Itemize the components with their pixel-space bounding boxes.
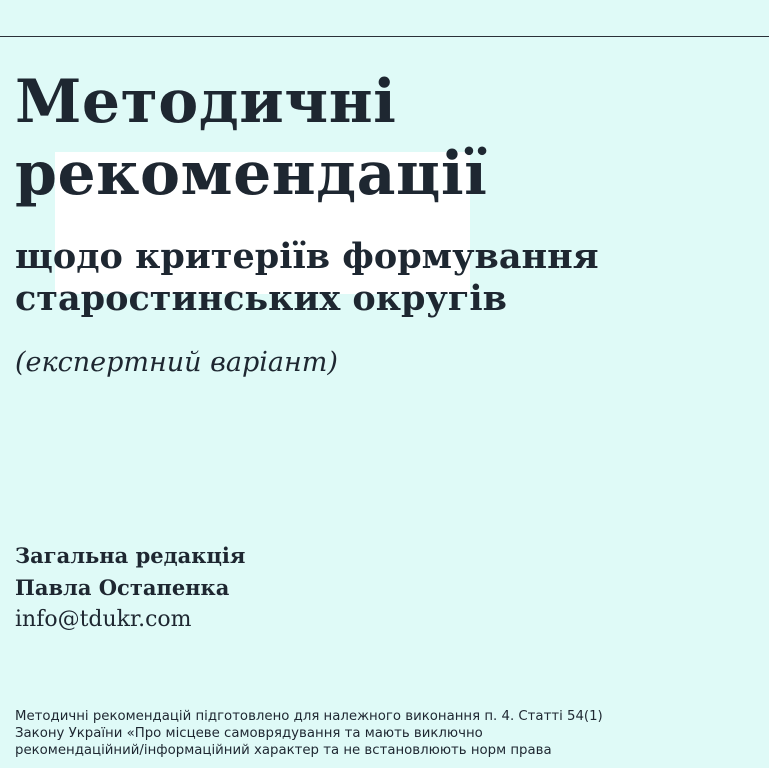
- subtitle-line-1: щодо критеріїв формування: [15, 236, 599, 277]
- document-subtitle: [15, 236, 599, 320]
- variant-note: (експертний варіант): [15, 347, 338, 378]
- title-line-1: Методичні: [15, 67, 397, 137]
- subtitle-line-2: старостинських округів: [15, 278, 507, 319]
- footnote-line-1: Методичні рекомендацій підготовлено для належного виконання п. 4. Статті 54(1): [15, 709, 603, 724]
- editor-label: Загальна редакція: [15, 543, 246, 568]
- editor-name: Павла Остапенка: [15, 575, 230, 600]
- legal-footnote: [15, 708, 760, 759]
- title-line-2: рекомендації: [15, 139, 488, 209]
- document-title: [15, 66, 487, 210]
- footnote-line-3: рекомендаційний/інформаційний характер та не встановлюють норм права: [15, 743, 552, 758]
- footnote-line-2: Закону України «Про місцеве самоврядування та мають виключно: [15, 726, 483, 741]
- editor-email: info@tdukr.com: [15, 607, 192, 632]
- editor-block: [15, 540, 245, 636]
- top-divider: [0, 36, 769, 37]
